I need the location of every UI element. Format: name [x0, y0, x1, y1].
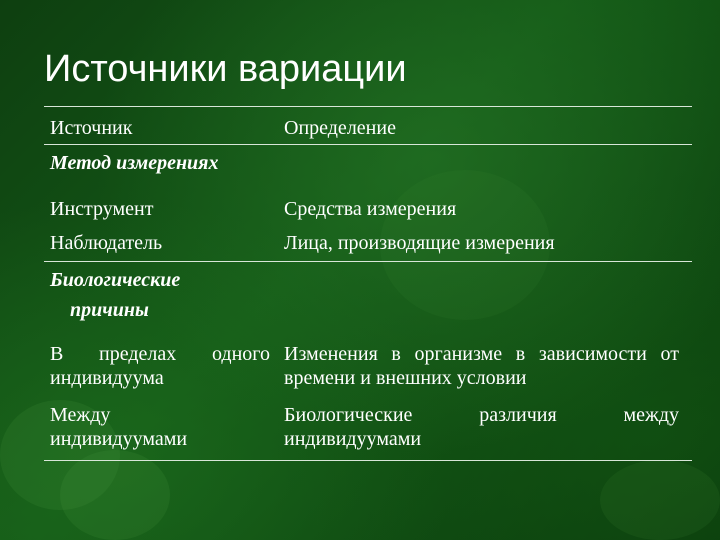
background-clover-leaf [600, 460, 720, 540]
section-rule [44, 261, 692, 262]
category-label-line-2: причины [70, 299, 149, 321]
table-bottom-rule [44, 460, 692, 461]
header-rule [44, 144, 692, 145]
row-definition: Изменения в организме в зависимости от времени и внешних условии [284, 343, 679, 389]
row-source: Наблюдатель [50, 232, 163, 254]
category-label-line-1: Биологические [50, 269, 181, 291]
slide-title: Источники вариации [44, 48, 407, 90]
table-top-rule [44, 106, 692, 107]
header-definition: Определение [284, 117, 396, 139]
category-label: Метод измерениях [50, 152, 219, 174]
row-definition: Биологические различия между индивидуумами [284, 404, 679, 450]
background-clover-leaf [60, 450, 170, 540]
row-source: В пределах одного индивидуума [50, 343, 270, 389]
row-definition: Лица, производящие измерения [284, 232, 555, 254]
row-definition: Средства измерения [284, 198, 457, 220]
row-source: Инструмент [50, 198, 154, 220]
header-source: Источник [50, 117, 133, 139]
row-source: Между индивидуумами [50, 404, 188, 450]
